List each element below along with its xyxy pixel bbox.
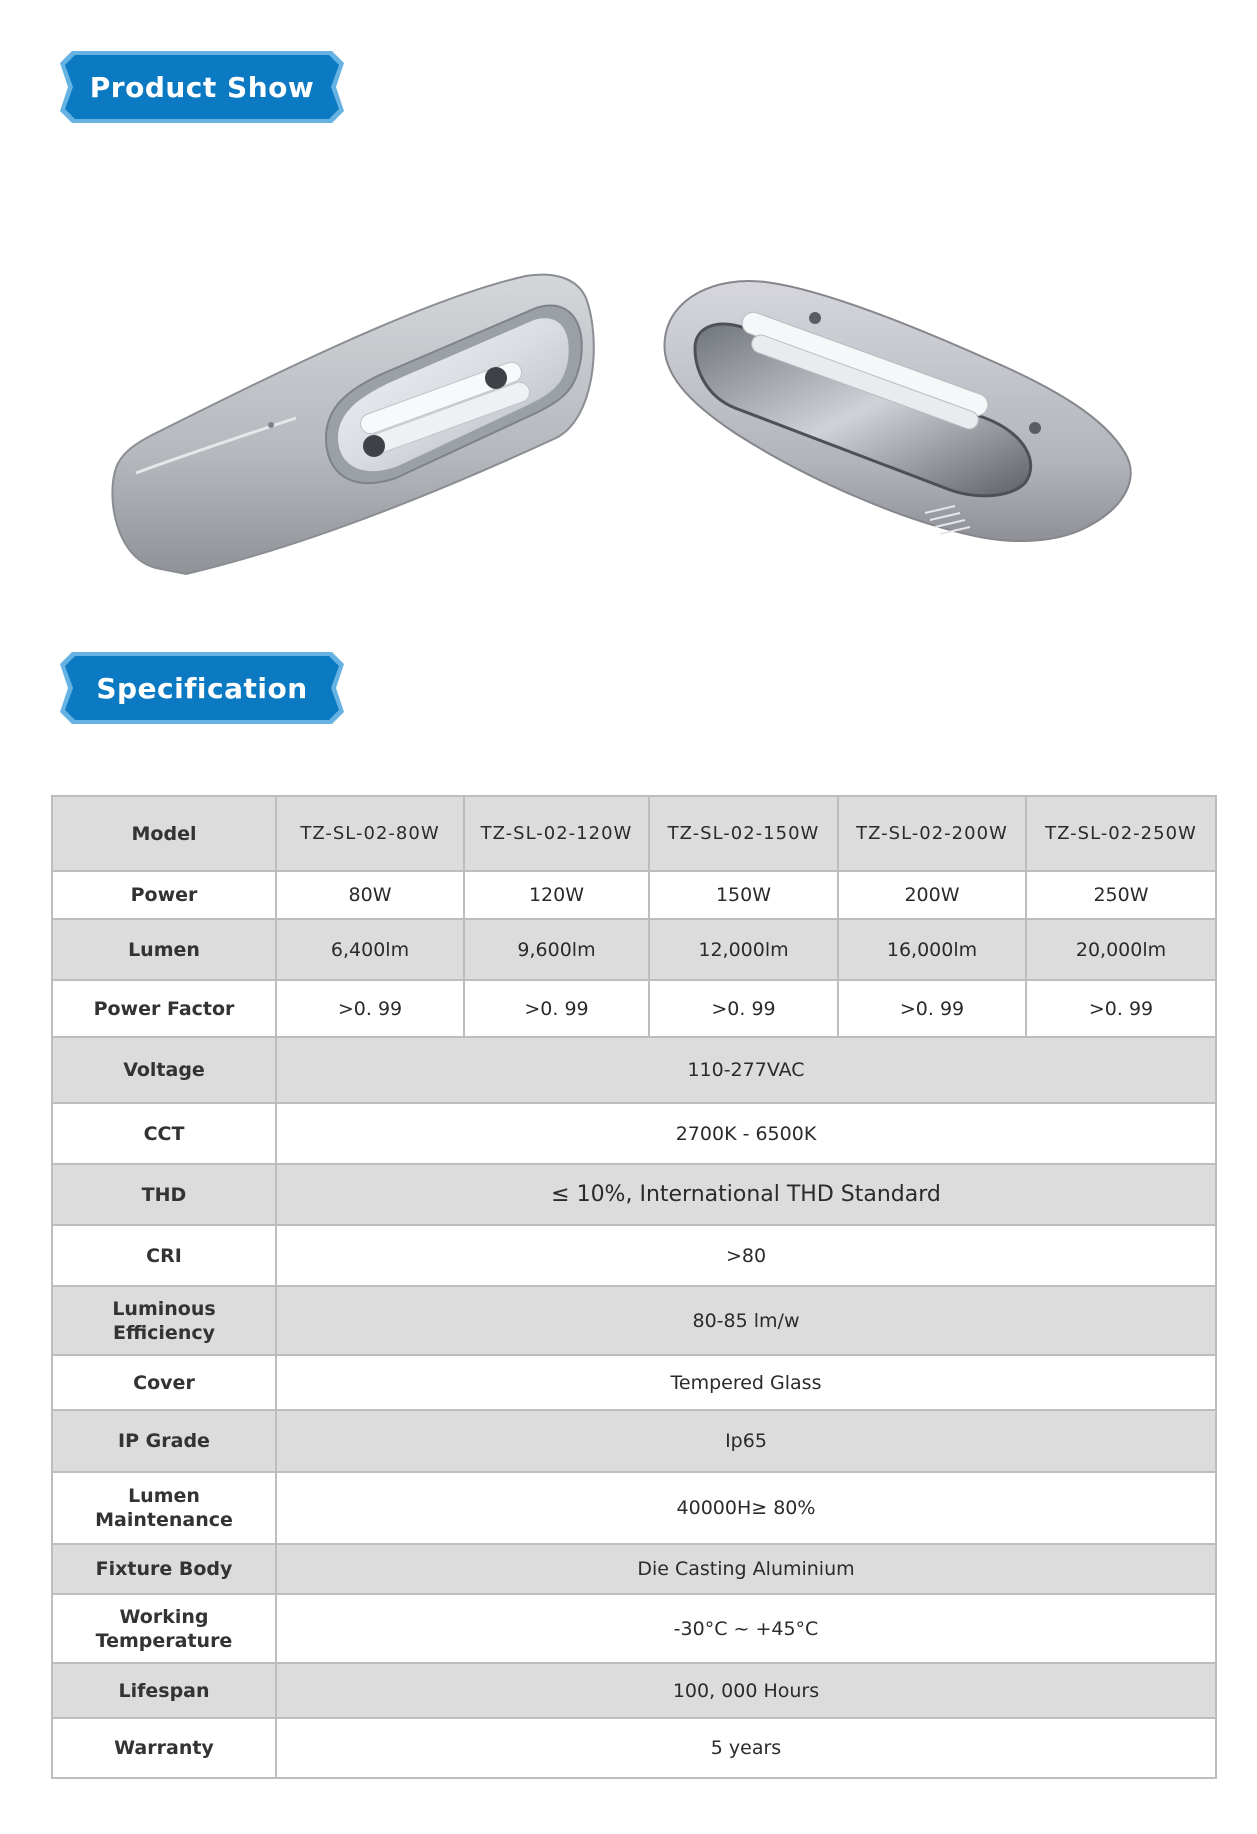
- specification-table: [51, 795, 1217, 1779]
- power-factor-cell: >0. 99: [838, 980, 1026, 1037]
- row-label-power-factor: Power Factor: [52, 980, 276, 1037]
- table-row-cover: [52, 1355, 1216, 1410]
- power-factor-cell: >0. 99: [464, 980, 649, 1037]
- table-row-power-factor: [52, 980, 1216, 1037]
- model-cell: TZ-SL-02-250W: [1026, 796, 1216, 871]
- label-line: Efficiency: [112, 1321, 215, 1344]
- thd-value: ≤ 10%, International THD Standard: [276, 1164, 1216, 1225]
- table-row-lifespan: [52, 1663, 1216, 1718]
- table-row-cct: [52, 1103, 1216, 1164]
- table-row-thd: [52, 1164, 1216, 1225]
- power-factor-cell: >0. 99: [276, 980, 464, 1037]
- table-row-luminous-efficiency: [52, 1286, 1216, 1355]
- label-line: Luminous: [112, 1297, 216, 1320]
- power-factor-cell: >0. 99: [649, 980, 838, 1037]
- table-row-fixture-body: [52, 1544, 1216, 1594]
- row-label-working-temperature: [52, 1594, 276, 1663]
- label-line: Working: [119, 1605, 209, 1628]
- power-cell: 250W: [1026, 871, 1216, 919]
- row-label-cri: CRI: [52, 1225, 276, 1286]
- model-cell: TZ-SL-02-120W: [464, 796, 649, 871]
- warranty-value: 5 years: [276, 1718, 1216, 1778]
- street-light-image-right: [655, 268, 1155, 608]
- lifespan-value: 100, 000 Hours: [276, 1663, 1216, 1718]
- label-line: Lumen: [128, 1485, 200, 1507]
- table-row-voltage: [52, 1037, 1216, 1103]
- row-label-thd: THD: [52, 1164, 276, 1225]
- working-temperature-value: -30°C ~ +45°C: [276, 1594, 1216, 1663]
- row-label-ip-grade: IP Grade: [52, 1410, 276, 1472]
- cct-value: 2700K - 6500K: [276, 1103, 1216, 1164]
- model-cell: TZ-SL-02-200W: [838, 796, 1026, 871]
- cover-value: Tempered Glass: [276, 1355, 1216, 1410]
- table-row-lumen: [52, 919, 1216, 980]
- table-row-lumen-maintenance: [52, 1472, 1216, 1544]
- row-label-model: Model: [52, 796, 276, 871]
- label-line: Maintenance: [95, 1509, 233, 1531]
- table-row-cri: [52, 1225, 1216, 1286]
- power-factor-cell: >0. 99: [1026, 980, 1216, 1037]
- row-label-lumen-maintenance: [52, 1472, 276, 1544]
- product-show-heading: [58, 49, 346, 125]
- table-row-warranty: [52, 1718, 1216, 1778]
- specification-title: Specification: [96, 671, 308, 705]
- ip-grade-value: Ip65: [276, 1410, 1216, 1472]
- table-row-power: [52, 871, 1216, 919]
- voltage-value: 110-277VAC: [276, 1037, 1216, 1103]
- table-row-ip-grade: [52, 1410, 1216, 1472]
- lumen-cell: 16,000lm: [838, 919, 1026, 980]
- lumen-cell: 20,000lm: [1026, 919, 1216, 980]
- power-cell: 80W: [276, 871, 464, 919]
- table-row-model: [52, 796, 1216, 871]
- power-cell: 200W: [838, 871, 1026, 919]
- row-label-power: Power: [52, 871, 276, 919]
- row-label-luminous-efficiency: [52, 1286, 276, 1355]
- lumen-maintenance-value: 40000H≥ 80%: [276, 1472, 1216, 1544]
- row-label-cover: Cover: [52, 1355, 276, 1410]
- specification-heading: [58, 650, 346, 726]
- lumen-cell: 12,000lm: [649, 919, 838, 980]
- table-row-working-temperature: [52, 1594, 1216, 1663]
- row-label-cct: CCT: [52, 1103, 276, 1164]
- lumen-cell: 6,400lm: [276, 919, 464, 980]
- fixture-body-value: Die Casting Aluminium: [276, 1544, 1216, 1594]
- row-label-lifespan: Lifespan: [52, 1663, 276, 1718]
- cri-value: >80: [276, 1225, 1216, 1286]
- lumen-cell: 9,600lm: [464, 919, 649, 980]
- street-light-image-left: [96, 268, 596, 608]
- product-show-title: Product Show: [89, 70, 315, 104]
- row-label-warranty: Warranty: [52, 1718, 276, 1778]
- power-cell: 120W: [464, 871, 649, 919]
- model-cell: TZ-SL-02-150W: [649, 796, 838, 871]
- row-label-lumen: Lumen: [52, 919, 276, 980]
- model-cell: TZ-SL-02-80W: [276, 796, 464, 871]
- label-line: Temperature: [95, 1629, 233, 1652]
- row-label-voltage: Voltage: [52, 1037, 276, 1103]
- power-cell: 150W: [649, 871, 838, 919]
- row-label-fixture-body: Fixture Body: [52, 1544, 276, 1594]
- luminous-efficiency-value: 80-85 lm/w: [276, 1286, 1216, 1355]
